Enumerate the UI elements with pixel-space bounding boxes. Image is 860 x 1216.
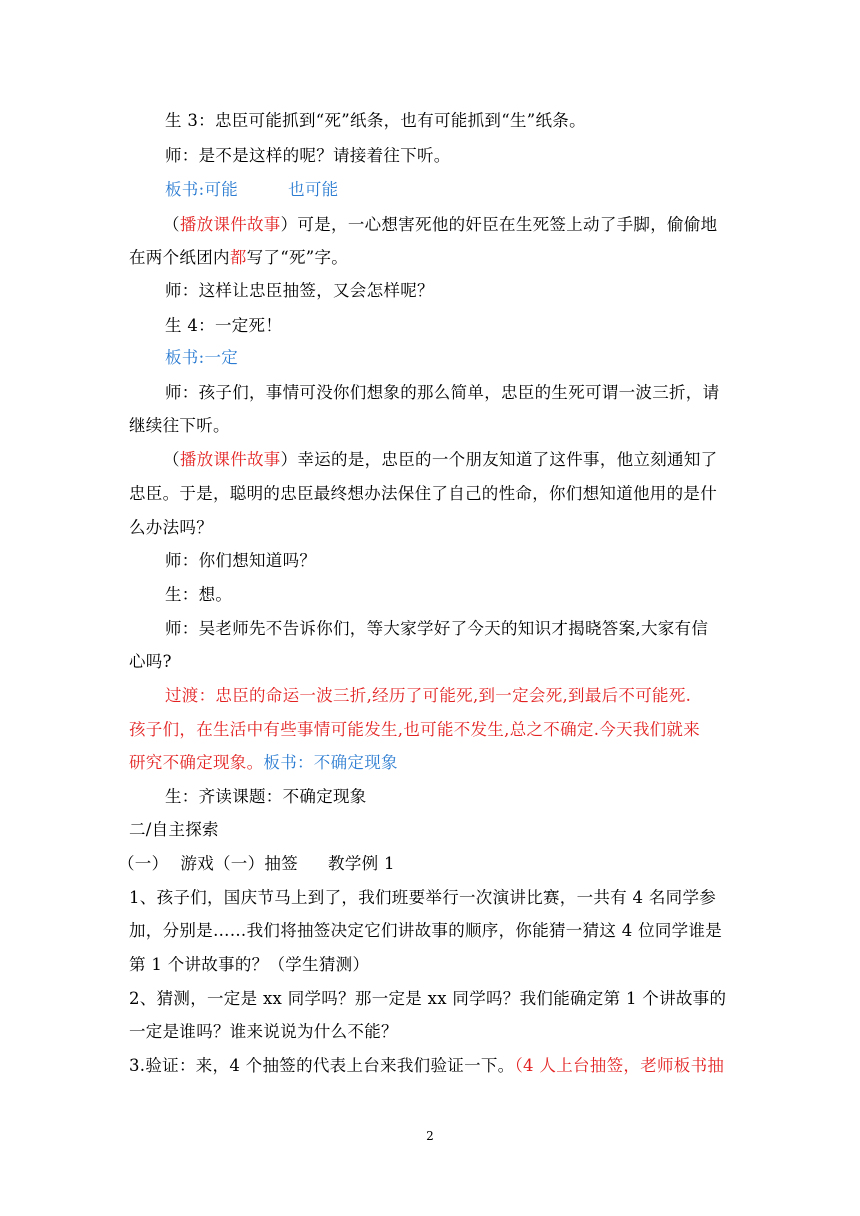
step-1-line-2: 加，分别是……我们将抽签决定它们讲故事的顺序，你能猜一猜这 4 位同学谁是 xyxy=(129,921,723,940)
page-number: 2 xyxy=(426,1129,434,1143)
paren-open: （ xyxy=(163,215,180,234)
line-story-3 xyxy=(163,445,717,475)
board-note-possible-a: 板书:可能 xyxy=(165,180,239,199)
step-3-note: （4 人上台抽签，老师板书抽 xyxy=(514,1056,725,1075)
line-teacher-twist: 师：孩子们，事情可没你们想象的那么简单，忠臣的生死可谓一波三折，请 xyxy=(165,383,720,402)
step-2-line-2: 一定是谁吗？谁来说说为什么不能？ xyxy=(129,1022,398,1041)
transition-text: 研究不确定现象。 xyxy=(129,753,264,772)
story-text: ）幸运的是，忠臣的一个朋友知道了这件事，他立刻通知了 xyxy=(280,450,718,469)
story-text: ）可是，一心想害死他的奸臣在生死签上动了手脚，偷偷地 xyxy=(280,215,718,234)
board-note-certain: 板书:一定 xyxy=(165,348,239,367)
transition-line-2: 孩子们，在生活中有些事情可能发生,也可能不发生,总之不确定.今天我们就来 xyxy=(129,720,701,739)
step-3-text: 3.验证：来，4 个抽签的代表上台来我们验证一下。 xyxy=(129,1056,515,1075)
story-text: 在两个纸团内 xyxy=(129,248,230,267)
story-cue: 播放课件故事 xyxy=(179,450,281,469)
line-teacher-wu-cont: 心吗? xyxy=(129,652,172,671)
line-story-4: 忠臣。于是，聪明的忠臣最终想办法保住了自己的性命，你们想知道他用的是什 xyxy=(129,484,717,503)
step-1-line-3: 第 1 个讲故事的？（学生猜测） xyxy=(129,955,370,974)
sub-heading xyxy=(118,849,395,879)
step-2-line-1: 2、猜测，一定是 xx 同学吗？那一定是 xx 同学吗？我们能确定第 1 个讲故事的 xyxy=(129,989,727,1008)
sub-heading-example: 教学例 1 xyxy=(328,854,395,873)
line-read-title: 生：齐读课题：不确定现象 xyxy=(165,787,367,806)
line-story-2 xyxy=(129,243,348,273)
line-teacher-question: 师：这样让忠臣抽签，又会怎样呢？ xyxy=(165,281,434,300)
emphasis-word: 都 xyxy=(229,248,247,267)
line-teacher-wu: 师：吴老师先不告诉你们，等大家学好了今天的知识才揭晓答案,大家有信 xyxy=(165,619,709,638)
step-1-line-1: 1、孩子们，国庆节马上到了，我们班要举行一次演讲比赛，一共有 4 名同学参 xyxy=(129,888,717,907)
story-cue: 播放课件故事 xyxy=(179,215,281,234)
section-heading: 二/自主探索 xyxy=(129,820,219,839)
transition-line-1: 过渡：忠臣的命运一波三折,经历了可能死,到一定会死,到最后不可能死. xyxy=(165,686,692,705)
line-teacher-twist-cont: 继续往下听。 xyxy=(129,416,230,435)
board-note-possible-b: 也可能 xyxy=(288,180,339,199)
paren-open: （ xyxy=(163,450,180,469)
transition-line-3 xyxy=(129,748,398,778)
step-3-line-1 xyxy=(129,1051,724,1081)
sub-heading-num: （一） xyxy=(118,854,169,873)
story-text: 写了“死”字。 xyxy=(246,248,349,267)
line-student-want: 生：想。 xyxy=(165,585,233,604)
line-story-5: 么办法吗？ xyxy=(129,518,213,537)
line-teacher-listen: 师：是不是这样的呢？请接着往下听。 xyxy=(165,146,451,165)
board-note-possible xyxy=(165,175,338,205)
line-student3: 生 3：忠臣可能抓到“死”纸条，也有可能抓到“生”纸条。 xyxy=(165,111,586,130)
line-teacher-ask: 师：你们想知道吗？ xyxy=(165,551,317,570)
line-student4: 生 4：一定死！ xyxy=(165,316,283,335)
board-note-uncertain: 板书：不确定现象 xyxy=(263,753,398,772)
sub-heading-title: 游戏（一）抽签 xyxy=(180,854,299,873)
line-story-1 xyxy=(163,210,717,240)
